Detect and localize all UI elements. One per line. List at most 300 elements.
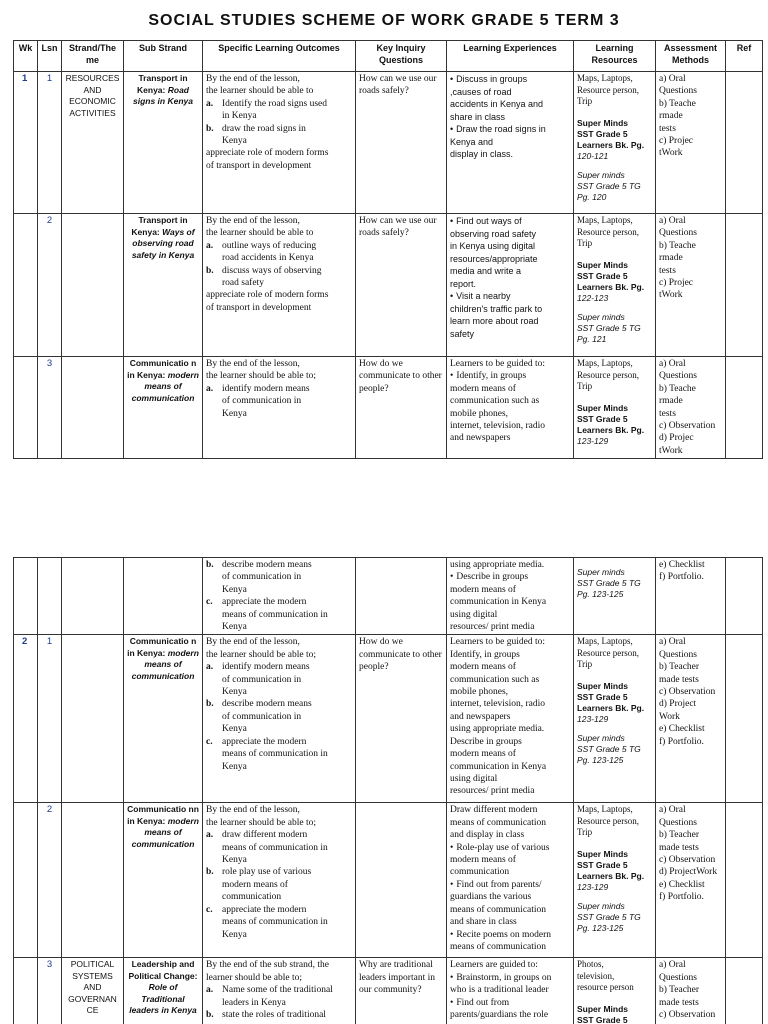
experience-line: Draw different modern: [450, 805, 538, 816]
outcome-item: [206, 904, 352, 941]
book-pages: 120-121: [577, 150, 609, 161]
experience-line: communication: [450, 867, 510, 878]
outcome-item: [206, 265, 352, 290]
outcome-text: of communication in: [222, 674, 302, 685]
strand-cell: [62, 214, 124, 357]
experience-line: share in class: [450, 111, 506, 122]
teacher-guide: SST Grade 5 TG: [577, 322, 641, 333]
assessment-line: d) Project: [659, 699, 697, 710]
book-title: SST Grade 5: [577, 270, 628, 281]
experience-line: ,causes of road: [450, 86, 512, 97]
ref-cell: [726, 958, 763, 1024]
learning-outcomes-cell: [203, 214, 356, 357]
outcome-text: of communication in: [222, 396, 302, 407]
book-pages: 123-129: [577, 881, 609, 892]
outcome-letter: a.: [206, 662, 214, 673]
book-title: SST Grade 5: [577, 413, 628, 424]
assessment-line: made tests: [659, 674, 699, 685]
book-title: Super Minds: [577, 402, 629, 413]
substrand-cell: [124, 214, 203, 357]
assessment-cell: [656, 214, 726, 357]
inquiry-question: How do we communicate to other people?: [356, 357, 447, 459]
teacher-guide: Super minds: [577, 567, 625, 577]
resource-line: Resource person,: [577, 369, 639, 380]
experience-line: report.: [450, 278, 477, 289]
strand-line: GOVERNAN: [68, 993, 117, 1004]
outcome-item: [206, 559, 352, 596]
book-title: Learners Bk. Pg.: [577, 702, 645, 713]
assessment-line: made tests: [659, 842, 699, 853]
outcome-outro: appreciate role of modern forms: [206, 148, 329, 159]
table-row: [14, 558, 763, 635]
book-title: Learners Bk. Pg.: [577, 424, 645, 435]
experience-line: • Brainstorm, in groups on: [450, 972, 570, 984]
experience-intro: Learners are guided to:: [450, 960, 538, 971]
assessment-line: c) Observation: [659, 421, 716, 432]
resource-line: Resource person,: [577, 815, 639, 826]
outcome-text: Kenya: [222, 761, 247, 772]
substrand-cell: [124, 635, 203, 803]
outcome-text: Kenya: [222, 724, 247, 735]
experience-line: • Draw the road signs in: [450, 123, 570, 136]
teacher-guide: Pg. 120: [577, 191, 607, 202]
outcome-letter: b.: [206, 867, 214, 878]
teacher-guide: Pg. 123-125: [577, 754, 624, 765]
teacher-guide: Super minds: [577, 311, 625, 322]
strand-line: POLITICAL: [70, 959, 115, 970]
book-pages: 123-129: [577, 713, 609, 724]
experience-line: modern means of: [450, 662, 516, 673]
experience-line: • Discuss in groups: [450, 73, 570, 86]
experience-line: internet, television, radio: [450, 421, 545, 432]
resource-line: Trip: [577, 238, 593, 248]
substrand-topic: modern means of communication: [131, 815, 199, 849]
ref-cell: [726, 558, 763, 635]
outcome-item: [206, 383, 352, 420]
substrand-prefix: Communicatio nn in Kenya:: [127, 804, 199, 826]
inquiry-question: How do we communicate to other people?: [356, 635, 447, 803]
outcome-letter: b.: [206, 123, 214, 134]
strand-cell: [62, 958, 124, 1024]
experience-line: communication in Kenya: [450, 761, 547, 772]
learning-outcomes-cell: [203, 357, 356, 459]
outcome-item: [206, 1009, 352, 1021]
outcome-letter: b.: [206, 1010, 214, 1021]
outcome-item: [206, 866, 352, 903]
outcome-item: [206, 829, 352, 866]
outcome-item: [206, 123, 352, 148]
assessment-line: d) Projec: [659, 433, 694, 444]
assessment-line: d) ProjectWork: [659, 867, 718, 878]
experience-line: modern means of: [450, 855, 516, 866]
strand-line: CE: [86, 1005, 99, 1016]
strand-line: AND: [83, 982, 102, 993]
learning-experiences-cell: [447, 635, 574, 803]
experience-line: mobile phones,: [450, 408, 509, 419]
assessment-line: b) Teacher: [659, 985, 700, 996]
substrand-cell: [124, 558, 203, 635]
strand-line: SYSTEMS: [72, 970, 113, 981]
outcome-intro: the learner should be able to: [206, 86, 314, 97]
experience-line: communication such as: [450, 396, 540, 407]
week-number: [14, 803, 38, 958]
experience-line: means of communication: [450, 817, 547, 828]
teacher-guide: SST Grade 5 TG: [577, 911, 641, 922]
outcome-text: Kenya: [222, 687, 247, 698]
outcome-text: outline ways of reducing: [222, 240, 317, 251]
teacher-guide: Super minds: [577, 732, 625, 743]
book-title: SST Grade 5: [577, 128, 628, 139]
inquiry-question: How can we use our roads safely?: [356, 214, 447, 357]
experience-line: internet, television, radio: [450, 699, 545, 710]
outcome-text: Kenya: [222, 855, 247, 866]
assessment-line: c) Projec: [659, 278, 694, 289]
teacher-guide: SST Grade 5 TG: [577, 578, 641, 588]
experience-line: parents/guardians the role: [450, 1010, 549, 1021]
outcome-text: of communication in: [222, 572, 302, 583]
assessment-line: Questions: [659, 371, 697, 382]
assessment-line: rmade: [659, 111, 683, 122]
table-row: [14, 357, 763, 459]
outcome-text: draw the road signs in: [222, 123, 306, 134]
header-wk: Wk: [14, 41, 38, 72]
inquiry-question: How can we use our roads safely?: [356, 72, 447, 214]
experience-line: and newspapers: [450, 433, 511, 444]
assessment-cell: [656, 357, 726, 459]
header-ref: Ref: [726, 41, 763, 72]
resources-cell: [574, 357, 656, 459]
resources-cell: [574, 958, 656, 1024]
outcome-intro: By the end of the lesson,: [206, 805, 300, 816]
document-title: SOCIAL STUDIES SCHEME OF WORK GRADE 5 TERM 3: [148, 12, 620, 29]
experience-line: using digital: [450, 773, 498, 784]
substrand-topic: Role of Traditional leaders in Kenya: [129, 982, 197, 1016]
experience-line: in Kenya using digital: [450, 241, 536, 251]
table-row: [14, 635, 763, 803]
assessment-line: c) Projec: [659, 136, 694, 147]
teacher-guide: Pg. 123-125: [577, 589, 624, 599]
strand-cell: [62, 558, 124, 635]
header-lsn: Lsn: [38, 41, 62, 72]
outcome-letter: c.: [206, 904, 213, 915]
learning-outcomes-cell: [203, 803, 356, 958]
outcome-text: Kenya: [222, 408, 247, 419]
assessment-line: e) Checklist: [659, 560, 705, 570]
strand-line: AND: [83, 84, 102, 95]
assessment-line: rmade: [659, 396, 683, 407]
book-title: Super Minds: [577, 1003, 629, 1014]
scheme-table-page-2: [13, 557, 763, 1024]
outcome-letter: c.: [206, 736, 213, 747]
assessment-cell: [656, 803, 726, 958]
inquiry-question: [356, 558, 447, 635]
experience-line: resources/ print media: [450, 622, 535, 633]
outcome-letter: a.: [206, 985, 214, 996]
outcome-text: road accidents in Kenya: [222, 253, 314, 264]
experience-line: children's traffic park to: [450, 303, 543, 314]
assessment-line: e) Checklist: [659, 879, 705, 890]
experience-line: Identify, in groups: [450, 649, 520, 660]
outcome-text: leaders in Kenya: [222, 997, 286, 1008]
ref-cell: [726, 635, 763, 803]
experience-line: mobile phones,: [450, 687, 509, 698]
experience-line: modern means of: [450, 749, 516, 760]
substrand-topic: modern means of communication: [131, 369, 199, 403]
experience-line: and newspapers: [450, 711, 511, 722]
outcome-text: means of communication in: [222, 842, 328, 853]
assessment-line: c) Observation: [659, 1010, 716, 1021]
outcome-text: Name some of the traditional: [222, 985, 333, 996]
outcome-text: appreciate the modern: [222, 904, 307, 915]
outcome-letter: a.: [206, 383, 214, 394]
assessment-line: tWork: [659, 148, 683, 159]
book-title: Learners Bk. Pg.: [577, 281, 645, 292]
outcome-text: means of communication in: [222, 749, 328, 760]
substrand-prefix: Transport in Kenya:: [131, 215, 188, 237]
week-number: 1: [14, 72, 38, 214]
week-number: [14, 958, 38, 1024]
book-pages: 122-123: [577, 292, 609, 303]
outcome-text: draw different modern: [222, 830, 308, 841]
header-kiq: Key Inquiry Questions: [356, 41, 447, 72]
outcome-text: Kenya: [222, 136, 247, 147]
assessment-line: Questions: [659, 228, 697, 239]
experience-line: and share in class: [450, 917, 517, 928]
book-title: SST Grade 5: [577, 1014, 628, 1024]
experience-line: guardians the various: [450, 892, 532, 903]
teacher-guide: Pg. 123-125: [577, 922, 624, 933]
outcome-intro: the learner should be able to: [206, 228, 314, 239]
substrand-prefix: Communicatio n in Kenya:: [127, 358, 197, 380]
assessment-line: a) Oral: [659, 359, 686, 369]
header-lr: Learning Resources: [574, 41, 656, 72]
book-title: Learners Bk. Pg.: [577, 870, 645, 881]
assessment-line: made tests: [659, 997, 699, 1008]
table-row: [14, 958, 763, 1024]
assessment-line: Questions: [659, 86, 697, 97]
assessment-line: c) Observation: [659, 687, 716, 698]
experience-line: using digital: [450, 609, 498, 620]
outcome-intro: By the end of the sub strand, the: [206, 960, 329, 971]
outcome-text: state the roles of traditional: [222, 1010, 326, 1021]
outcome-letter: b.: [206, 560, 214, 570]
strand-cell: [62, 357, 124, 459]
ref-cell: [726, 357, 763, 459]
assessment-line: tWork: [659, 290, 683, 301]
lesson-number: 3: [38, 958, 62, 1024]
header-le: Learning Experiences: [447, 41, 574, 72]
resource-line: Maps, Laptops,: [577, 358, 633, 368]
lesson-number: 1: [38, 72, 62, 214]
resources-cell: [574, 558, 656, 635]
outcome-intro: By the end of the lesson,: [206, 74, 300, 84]
week-number: [14, 214, 38, 357]
table-row: [14, 803, 763, 958]
outcome-outro: of transport in development: [206, 302, 312, 313]
header-slo: Specific Learning Outcomes: [203, 41, 356, 72]
assessment-line: b) Teacher: [659, 662, 700, 673]
experience-line: means of communication: [450, 904, 547, 915]
teacher-guide: Super minds: [577, 169, 625, 180]
experience-line: Learners to be guided to:: [450, 637, 545, 648]
resource-line: Trip: [577, 381, 593, 391]
experience-line: Describe in groups: [450, 736, 522, 747]
book-title: Super Minds: [577, 259, 629, 270]
assessment-line: e) Checklist: [659, 724, 705, 735]
resource-line: Resource person,: [577, 226, 639, 237]
outcome-item: [206, 98, 352, 123]
experience-line: • Recite poems on modern: [450, 929, 570, 941]
strand-line: ACTIVITIES: [69, 107, 116, 118]
learning-experiences-cell: [447, 72, 574, 214]
inquiry-question: [356, 803, 447, 958]
outcome-item: [206, 736, 352, 773]
resource-line: resource person: [577, 982, 634, 993]
outcome-text: identify modern means: [222, 662, 310, 673]
header-substrand: Sub Strand: [124, 41, 203, 72]
outcome-text: discuss ways of observing: [222, 265, 322, 276]
header-strand: Strand/The me: [62, 41, 124, 72]
experience-line: using appropriate media.: [450, 724, 545, 735]
table-row: [14, 72, 763, 214]
outcome-text: Identify the road signs used: [222, 98, 328, 109]
outcome-intro: the learner should be able to;: [206, 817, 317, 828]
outcome-item: [206, 661, 352, 698]
learning-experiences-cell: [447, 214, 574, 357]
learning-experiences-cell: [447, 357, 574, 459]
resources-cell: [574, 72, 656, 214]
assessment-line: a) Oral: [659, 960, 686, 971]
lesson-number: 3: [38, 357, 62, 459]
week-number: [14, 357, 38, 459]
resource-line: Photos,: [577, 959, 604, 970]
outcome-text: means of communication in: [222, 609, 328, 620]
substrand-topic: modern means of communication: [131, 647, 199, 681]
learning-outcomes-cell: [203, 558, 356, 635]
strand-cell: [62, 635, 124, 803]
outcome-text: Kenya: [222, 584, 247, 595]
assessment-line: tests: [659, 123, 676, 134]
resource-line: Trip: [577, 96, 593, 106]
experience-line: means of communication: [450, 941, 547, 952]
experience-line: who is a traditional leader: [450, 985, 549, 996]
teacher-guide: SST Grade 5 TG: [577, 743, 641, 754]
outcome-text: appreciate the modern: [222, 736, 307, 747]
outcome-intro: By the end of the lesson,: [206, 216, 300, 226]
outcome-text: in Kenya: [222, 111, 257, 122]
assessment-cell: [656, 958, 726, 1024]
resources-cell: [574, 635, 656, 803]
book-title: SST Grade 5: [577, 859, 628, 870]
outcome-item: [206, 596, 352, 633]
experience-line: accidents in Kenya and: [450, 99, 544, 109]
substrand-cell: [124, 958, 203, 1024]
resource-line: Resource person,: [577, 647, 639, 658]
assessment-line: f) Portfolio.: [659, 572, 704, 583]
ref-cell: [726, 72, 763, 214]
header-am: Assessment Methods: [656, 41, 726, 72]
assessment-line: f) Portfolio.: [659, 736, 704, 747]
teacher-guide: Super minds: [577, 900, 625, 911]
experience-line: • Identify, in groups: [450, 370, 570, 382]
outcome-intro: the learner should be able to;: [206, 371, 317, 382]
learning-outcomes-cell: [203, 635, 356, 803]
outcome-text: road safety: [222, 278, 264, 289]
outcome-letter: c.: [206, 597, 213, 608]
outcome-text: identify modern means: [222, 383, 310, 394]
assessment-line: b) Teache: [659, 240, 696, 251]
learning-experiences-cell: [447, 958, 574, 1024]
outcome-intro: By the end of the lesson,: [206, 359, 300, 369]
lesson-number: 2: [38, 214, 62, 357]
ref-cell: [726, 214, 763, 357]
book-title: SST Grade 5: [577, 691, 628, 702]
resource-line: Maps, Laptops,: [577, 636, 633, 647]
strand-line: ECONOMIC: [69, 96, 116, 106]
assessment-line: Questions: [659, 972, 697, 983]
outcome-text: describe modern means: [222, 560, 312, 570]
experience-line: resources/ print media: [450, 786, 535, 797]
substrand-topic: Ways of observing road safety in Kenya: [131, 226, 195, 260]
table-row: [14, 214, 763, 357]
strand-cell: [62, 72, 124, 214]
learning-experiences-cell: [447, 558, 574, 635]
assessment-line: b) Teache: [659, 98, 696, 109]
experience-line: • Visit a nearby: [450, 290, 570, 303]
teacher-guide: SST Grade 5 TG: [577, 180, 641, 191]
resources-cell: [574, 803, 656, 958]
experience-line: using appropriate media.: [450, 560, 545, 570]
lesson-number: 1: [38, 635, 62, 803]
outcome-letter: b.: [206, 265, 214, 276]
book-title: Learners Bk. Pg.: [577, 139, 645, 150]
outcome-text: describe modern means: [222, 699, 312, 710]
resources-cell: [574, 214, 656, 357]
experience-line: communication in Kenya: [450, 597, 547, 608]
assessment-line: a) Oral: [659, 216, 686, 226]
assessment-cell: [656, 72, 726, 214]
lesson-number: 2: [38, 803, 62, 958]
experience-line: observing road safety: [450, 228, 537, 239]
learning-outcomes-cell: [203, 72, 356, 214]
assessment-line: b) Teache: [659, 383, 696, 394]
outcome-letter: a.: [206, 98, 214, 109]
book-title: Super Minds: [577, 680, 629, 691]
outcome-outro: appreciate role of modern forms: [206, 290, 329, 301]
week-number: [14, 558, 38, 635]
experience-line: • Find out from parents/: [450, 879, 570, 891]
outcome-text: of communication in: [222, 711, 302, 722]
assessment-line: tWork: [659, 445, 683, 456]
book-title: Super Minds: [577, 117, 629, 128]
teacher-guide: Pg. 121: [577, 333, 607, 344]
assessment-line: Questions: [659, 817, 697, 828]
outcome-letter: a.: [206, 240, 214, 251]
book-pages: 123-129: [577, 435, 609, 446]
assessment-line: a) Oral: [659, 805, 686, 816]
substrand-prefix: Transport in Kenya:: [137, 73, 188, 95]
outcome-item: [206, 984, 352, 1009]
outcome-text: appreciate the modern: [222, 597, 307, 608]
experience-line: modern means of: [450, 584, 516, 595]
experience-line: learn more about road: [450, 316, 539, 326]
resource-line: Resource person,: [577, 84, 639, 95]
experience-line: Kenya and: [450, 136, 494, 147]
substrand-cell: [124, 803, 203, 958]
outcome-text: modern means of: [222, 879, 288, 890]
outcome-letter: a.: [206, 830, 214, 841]
book-title: Super Minds: [577, 848, 629, 859]
